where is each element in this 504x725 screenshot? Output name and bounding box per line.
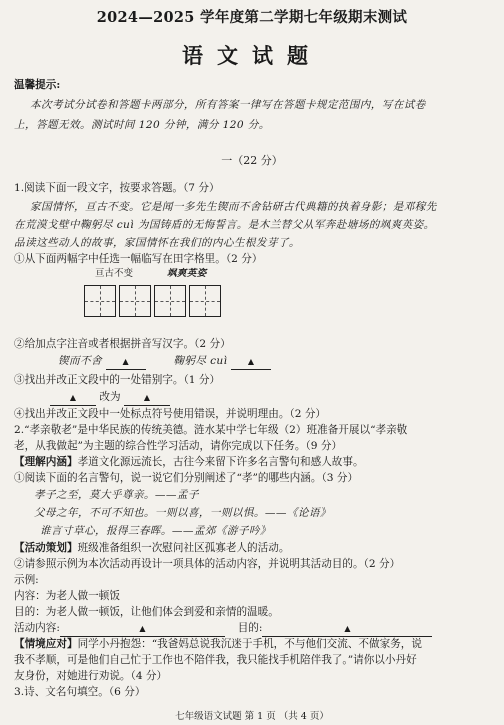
tianzige-cell[interactable] xyxy=(84,285,116,317)
page-footer: 七年级语文试题 第 1 页 （共 4 页） xyxy=(175,711,329,722)
q1-intro: 1.阅读下面一段文字，按要求答题。（7 分） xyxy=(14,182,220,194)
q2-line-1: 2.“孝亲敬老”是中华民族的传统美德。涟水某中学七年级（2）班准备开展以“孝亲敬 xyxy=(14,424,408,436)
q1-sub4: ④找出并改正文段中一处标点符号使用错误，并说明理由。（2 分） xyxy=(14,408,327,420)
q1-para-line-1: 家国情怀，亘古不变。它是闻一多先生锲而不舍钻研古代典籍的执着身影；是邓稼先 xyxy=(30,201,437,213)
exam-title: 2024—2025 学年度第二学期七年级期末测试 xyxy=(96,9,408,26)
q2-scenario xyxy=(14,637,422,651)
q2-sub1: ①阅读下面的名言警句，说一说它们分别阐述了“孝”的哪些内涵。（3 分） xyxy=(14,472,359,484)
answer-blank-correct-char[interactable]: ▲ xyxy=(124,391,170,406)
q2-scenario-line-2: 我不孝顺，可是他们自己忙于工作也不陪伴我，我只能找手机陪伴我了。”请你以小丹好 xyxy=(14,654,417,666)
tianzige-cell[interactable] xyxy=(119,285,151,317)
q2-understand xyxy=(14,455,364,469)
tianzige-grid xyxy=(84,285,221,317)
q2-line-2: 老，从我做起”为主题的综合性学习活动，请你完成以下任务。（9 分） xyxy=(14,440,343,452)
subject-title: 语文试题 xyxy=(182,43,322,68)
answer-blank-b[interactable]: ▲ xyxy=(231,355,271,370)
q1-sub3-change-label: 改为 xyxy=(99,391,121,403)
section-label: 一（22 分） xyxy=(221,154,283,167)
tag-understand: 【理解内涵】 xyxy=(14,456,78,468)
answer-blank-a[interactable]: ▲ xyxy=(106,355,146,370)
activity-purpose-blank[interactable]: ▲ xyxy=(262,622,432,637)
q2-plan xyxy=(14,541,289,555)
example-content: 内容：为老人做一顿饭 xyxy=(14,590,120,602)
notice-heading: 温馨提示: xyxy=(14,79,61,91)
q1-sub2-word-a: 锲而不舍 xyxy=(58,355,102,367)
q1-para-line-2: 在荒漠戈壁中鞠躬尽 cuì 为国铸盾的无悔誓言。是木兰替父从军奔赴塘场的飒爽英姿。 xyxy=(14,219,435,231)
tag-scenario: 【情境应对】 xyxy=(14,638,78,650)
q1-sub2-items xyxy=(58,354,271,370)
calligraphy-sample-b: 飒爽英姿 xyxy=(167,268,207,279)
tianzige-cell[interactable] xyxy=(154,285,186,317)
q1-sub3: ③找出并改正文段中的一处错别字。（1 分） xyxy=(14,374,221,386)
quote-1: 孝子之至，莫大乎尊亲。——孟子 xyxy=(34,489,199,501)
q1-sub2: ②给加点字注音或者根据拼音写汉字。（2 分） xyxy=(14,338,231,350)
notice-line-2: 上，答题无效。测试时间 120 分钟，满分 120 分。 xyxy=(14,119,270,131)
tianzige-cell[interactable] xyxy=(189,285,221,317)
q2-understand-text: 孝道文化源远流长，古往今来留下许多名言警句和感人故事。 xyxy=(77,456,364,468)
q1-sub1: ①从下面两幅字中任选一幅临写在田字格里。（2 分） xyxy=(14,253,263,265)
q2-sub2: ②请参照示例为本次活动再设计一项具体的活动内容，并说明其活动目的。（2 分） xyxy=(14,558,401,570)
q3-intro: 3.诗、文名句填空。（6 分） xyxy=(14,686,146,698)
q2-plan-text: 班级准备组织一次慰问社区孤寡老人的活动。 xyxy=(77,542,290,554)
q1-para-line-3: 品读这些动人的故事，家国情怀在我们的内心生根发芽了。 xyxy=(14,237,300,249)
q2-scenario-line-3: 友身份，对她进行劝说。（4 分） xyxy=(14,670,168,682)
activity-content-blank[interactable]: ▲ xyxy=(60,622,225,637)
quote-2: 父母之年，不可不知也。一则以喜，一则以惧。——《论语》 xyxy=(34,507,331,519)
answer-blank-wrong-char[interactable]: ▲ xyxy=(50,391,96,406)
q2-scenario-text: 同学小丹抱怨：“我爸妈总说我沉迷于手机，不与他们交流、不做家务，说 xyxy=(77,638,422,650)
calligraphy-sample-a: 亘古不变 xyxy=(95,268,134,279)
example-label: 示例: xyxy=(14,574,39,586)
quote-3: 谁言寸草心，报得三春晖。——孟郊《游子吟》 xyxy=(40,525,271,537)
activity-purpose-label: 目的: xyxy=(237,622,263,634)
tag-plan: 【活动策划】 xyxy=(14,542,78,554)
activity-answer-row xyxy=(14,621,432,637)
notice-line-1: 本次考试分试卷和答题卡两部分，所有答案一律写在答题卡规定范围内，写在试卷 xyxy=(30,99,426,111)
q1-sub2-word-b: 鞠躬尽 cuì xyxy=(173,355,228,367)
example-purpose: 目的：为老人做一顿饭，让他们体会到爱和亲情的温暖。 xyxy=(14,606,279,618)
activity-content-label: 活动内容: xyxy=(14,622,60,634)
q1-sub3-answer xyxy=(50,390,170,406)
